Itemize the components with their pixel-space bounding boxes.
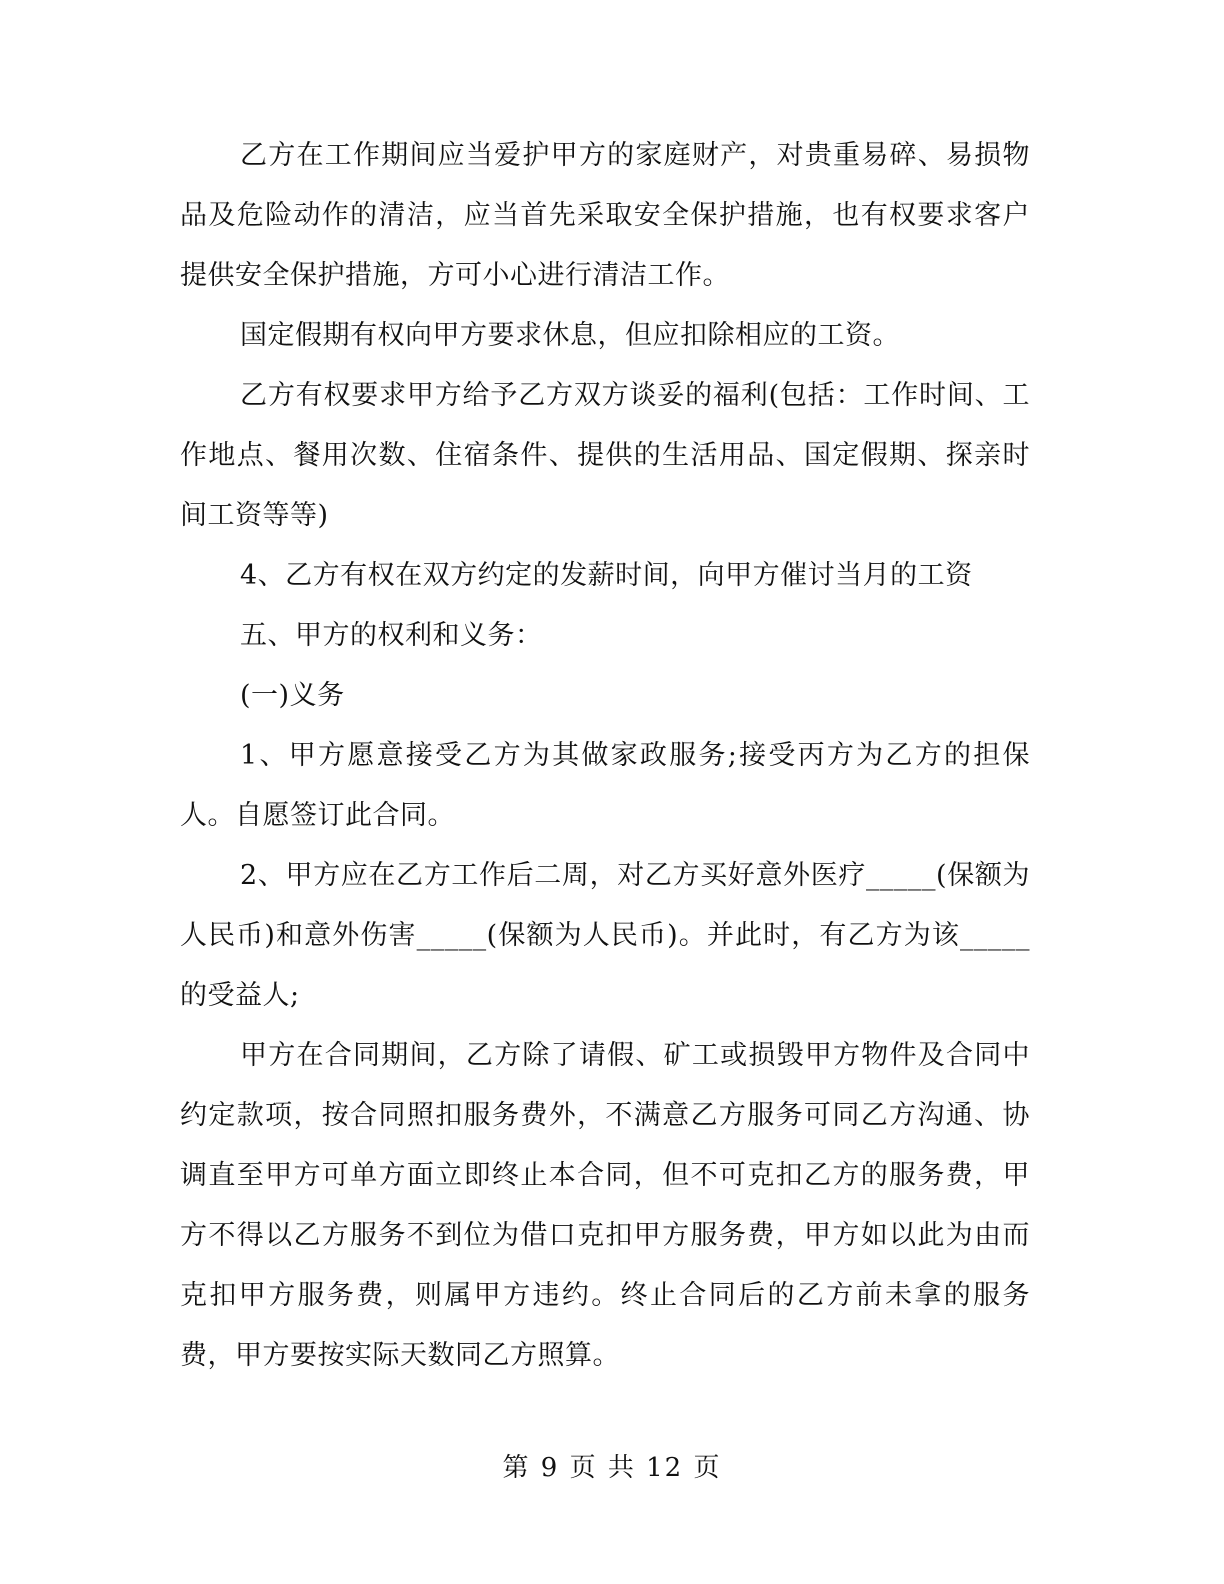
paragraph-termination: 甲方在合同期间，乙方除了请假、矿工或损毁甲方物件及合同中约定款项，按合同照扣服务费外，不满意乙方服务可同乙方沟通、协调直至甲方可单方面立即终止本合同，但不可克扣乙方的服务费，甲方不得以乙方服务不到位为借口克扣甲方服务费，甲方如以此为由而克扣甲方服务费，则属甲方违约。终止合同后的乙方前未拿的服务费，甲方要按实际天数同乙方照算。 [180, 1040, 1030, 1371]
subsection-heading-obligations: (一)义务 [240, 680, 345, 711]
paragraph-accept-service: 1、甲方愿意接受乙方为其做家政服务;接受丙方为乙方的担保人。自愿签订此合同。 [180, 740, 1030, 831]
paragraph-insurance: 2、甲方应在乙方工作后二周，对乙方买好意外医疗_____(保额为人民币)和意外伤害_____(保额为人民币)。并此时，有乙方为该_____的受益人; [180, 860, 1030, 1011]
document-body [180, 126, 1030, 1386]
paragraph-wage-claim: 4、乙方有权在双方约定的发薪时间，向甲方催讨当月的工资 [240, 560, 973, 591]
paragraph-property-care: 乙方在工作期间应当爱护甲方的家庭财产，对贵重易碎、易损物品及危险动作的清洁，应当首先采取安全保护措施，也有权要求客户提供安全保护措施，方可小心进行清洁工作。 [180, 140, 1030, 291]
paragraph-benefits: 乙方有权要求甲方给予乙方双方谈妥的福利(包括：工作时间、工作地点、餐用次数、住宿条件、提供的生活用品、国定假期、探亲时间工资等等) [180, 380, 1030, 531]
page-number-footer: 第 9 页 共 12 页 [502, 1453, 722, 1483]
section-heading-party-a-rights: 五、甲方的权利和义务： [240, 620, 543, 651]
paragraph-holiday-rest: 国定假期有权向甲方要求休息，但应扣除相应的工资。 [240, 320, 900, 351]
